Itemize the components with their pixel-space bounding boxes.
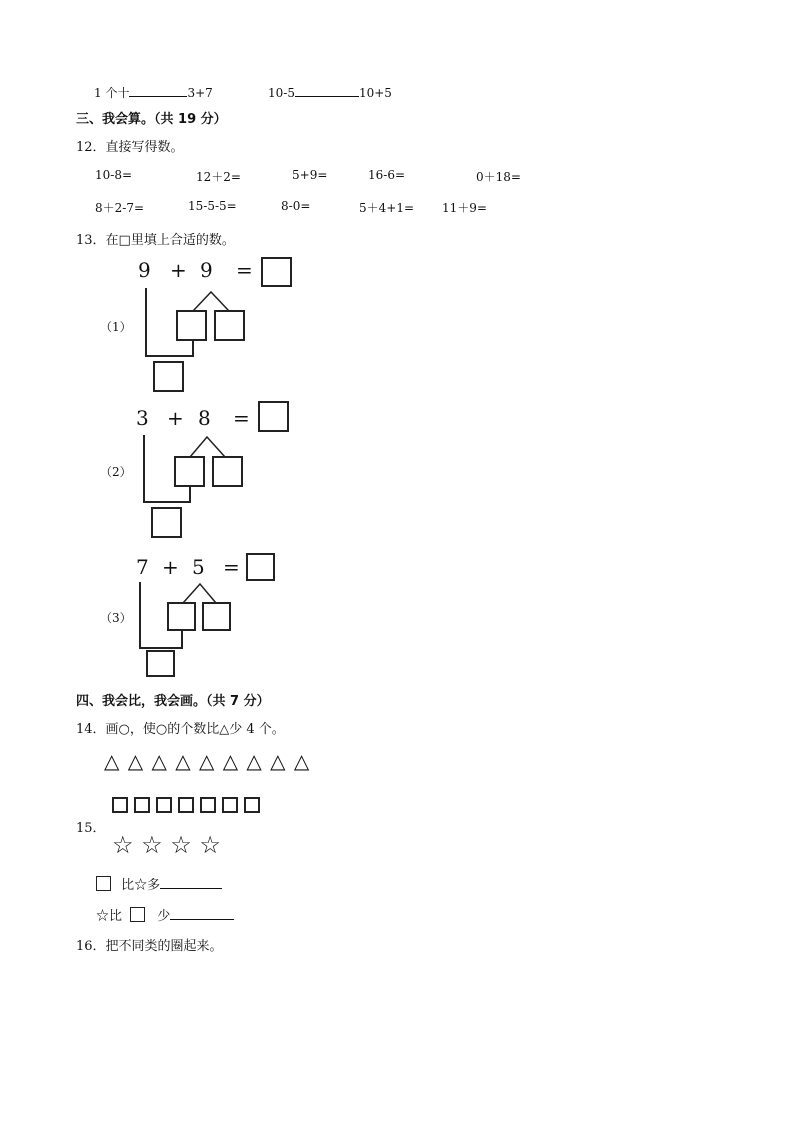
square-icon <box>96 876 111 891</box>
equals-sign: = <box>223 555 240 579</box>
addend-b: 9 <box>200 258 213 282</box>
q15-label: 15． <box>76 821 106 836</box>
calc-item: 16-6= <box>368 168 406 182</box>
q12-label: 12．直接写得数。 <box>76 140 184 155</box>
calc-item: 0＋18= <box>476 170 521 184</box>
q14-label: 14．画○，使○的个数比△少 4 个。 <box>76 722 285 737</box>
addend-a: 7 <box>136 555 149 579</box>
item-tag: （3） <box>100 611 132 625</box>
square-icon <box>200 797 216 813</box>
compare-left-right: 3+7 <box>187 86 213 100</box>
calc-item: 11＋9= <box>442 201 487 215</box>
plus-sign: + <box>170 258 187 282</box>
split-box[interactable] <box>167 602 196 631</box>
q15-line2-text: ☆比 <box>96 909 123 924</box>
q16-label: 16．把不同类的圈起来。 <box>76 939 223 954</box>
square-icon <box>222 797 238 813</box>
triangle-row: △ △ △ △ △ △ △ △ △ <box>104 749 311 773</box>
q15-line1-text: 比☆多 <box>121 878 161 893</box>
compare-left-text: 1 个十 <box>94 86 130 100</box>
q15-line2 <box>96 905 234 924</box>
calc-item: 8-0= <box>281 199 311 213</box>
equals-sign: = <box>236 258 253 282</box>
split-box[interactable] <box>202 602 231 631</box>
square-icon <box>178 797 194 813</box>
square-icon <box>134 797 150 813</box>
calc-item: 5＋4+1= <box>359 201 415 215</box>
addend-a: 9 <box>138 258 151 282</box>
compare-mid-left: 10-5 <box>268 86 295 100</box>
calc-item: 12＋2= <box>196 170 241 184</box>
square-icon <box>244 797 260 813</box>
bracket-line <box>139 647 183 649</box>
bracket-line <box>181 630 183 649</box>
addend-b: 5 <box>192 555 205 579</box>
addend-a: 3 <box>136 406 149 430</box>
star-row: ☆ ☆ ☆ ☆ <box>112 831 221 859</box>
q15-line2-suffix: 少 <box>157 909 171 924</box>
partial-sum-box[interactable] <box>146 650 175 677</box>
equals-sign: = <box>233 406 250 430</box>
q15-line1 <box>96 874 222 893</box>
section-3-title: 三、我会算。（共 19 分） <box>76 112 227 127</box>
square-row <box>112 797 266 817</box>
square-icon <box>156 797 172 813</box>
addend-b: 8 <box>198 406 211 430</box>
answer-blank[interactable] <box>170 907 234 920</box>
item-tag: （1） <box>100 320 132 334</box>
bracket-line <box>139 582 141 649</box>
section-4-title: 四、我会比，我会画。（共 7 分） <box>76 694 270 709</box>
square-icon <box>130 907 145 922</box>
calc-item: 15-5-5= <box>188 199 237 213</box>
plus-sign: + <box>167 406 184 430</box>
plus-sign: + <box>162 555 179 579</box>
compare-mid-right: 10+5 <box>358 86 392 100</box>
square-icon <box>112 797 128 813</box>
calc-item: 5+9= <box>292 168 328 182</box>
q13-label: 13．在□里填上合适的数。 <box>76 233 235 248</box>
calc-item: 8＋2-7= <box>95 201 145 215</box>
item-tag: （2） <box>100 465 132 479</box>
calc-item: 10-8= <box>95 168 133 182</box>
answer-blank[interactable] <box>160 876 222 889</box>
